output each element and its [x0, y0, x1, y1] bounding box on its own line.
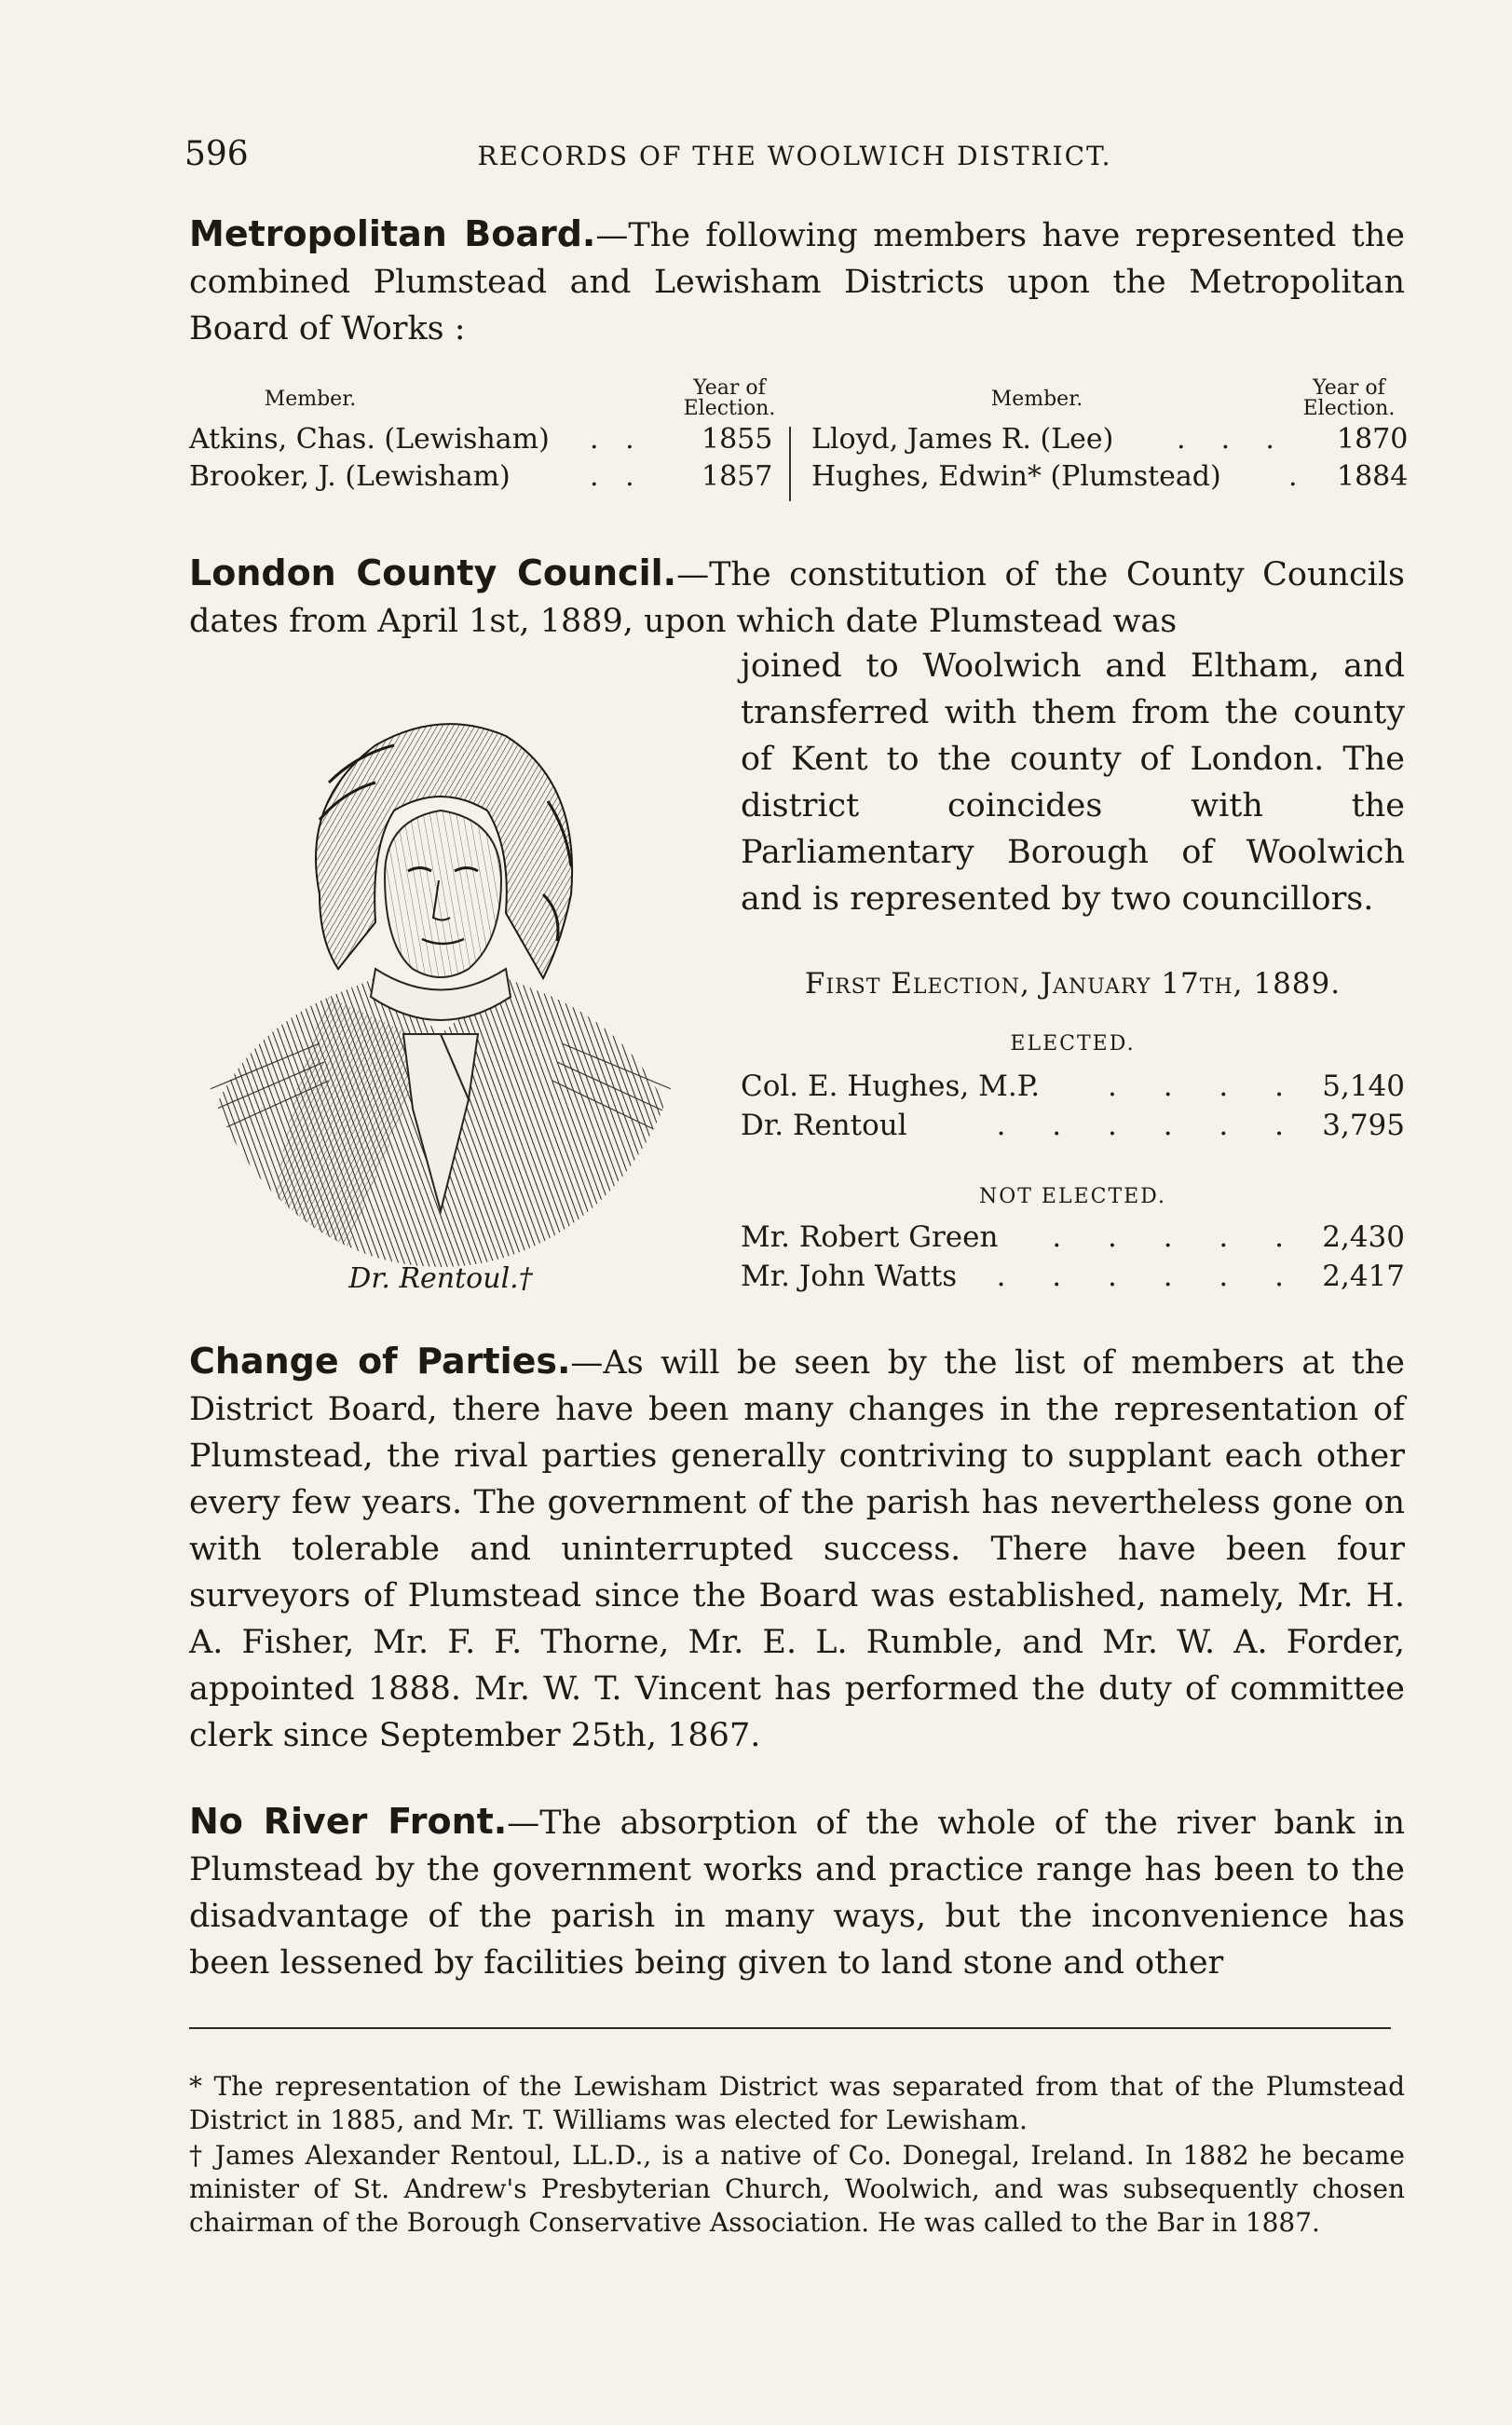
no-river-front-heading: No River Front.	[189, 1801, 508, 1842]
portrait-engraving	[189, 689, 692, 1267]
member-name: Hughes, Edwin* (Plumstead)	[811, 460, 1221, 493]
metropolitan-board-text: —The following members have represented the combined Plumstead and Lewisham Districts upon the Metropolitan Board of Works :	[189, 217, 1405, 347]
candidate-name: Col. E. Hughes, M.P.	[741, 1069, 1041, 1103]
candidate-name: Mr. John Watts	[741, 1260, 958, 1293]
list-item: Dr. Rentoul . . . . . . 3,795	[741, 1109, 1405, 1142]
change-of-parties-text: —As will be seen by the list of members at the District Board, there have been many changes in the representation of Plumstead, the rival parties generally contriving to supplant each other every few years. The government of the parish has nevertheless gone on with tolerable and uninterrupted success. There have been four surveyors of Plumstead since the Board was established, namely, Mr. H. A. Fisher, Mr. F. F. Thorne, Mr. E. L. Rumble, and Mr. W. A. Forder, appointed 1888. Mr. W. T. Vincent has performed the duty of committee clerk since September 25th, 1867.	[189, 1344, 1405, 1754]
member-name: Lloyd, James R. (Lee)	[811, 423, 1114, 456]
lcc-text-wrapped: joined to Woolwich and Eltham, and transferred with them from the county of Kent to the county of London. The district coincides with the Parliamentary Borough of Woolwich and is represented by two councillors.	[741, 647, 1405, 918]
no-river-front-text: —The absorption of the whole of the river bank in Plumstead by the government works and practice range has been to the disadvantage of the parish in many ways, but the inconvenience has been lessened by facilities being given to land stone and other	[189, 1805, 1406, 1982]
table-row: Brooker, J. (Lewisham) . . 1857 Hughes, Edwin* (Plumstead) . 1884	[189, 458, 1405, 496]
footnote-rule	[189, 2027, 1391, 2029]
candidate-votes: 2,417	[1322, 1260, 1405, 1293]
header-year-right: Year of Election.	[1302, 376, 1396, 420]
list-item: Mr. John Watts . . . . . . 2,417	[741, 1260, 1405, 1293]
list-item: Mr. Robert Green . . . . . 2,430	[741, 1220, 1405, 1254]
member-year: 1857	[702, 460, 773, 493]
metropolitan-board-heading: Metropolitan Board.	[189, 213, 596, 254]
member-year: 1884	[1337, 460, 1409, 493]
no-river-front-paragraph	[189, 1798, 1405, 1986]
lcc-text-line1: —The constitution of the County Councils dates from April 1st, 1889, upon which date Plumstead was	[189, 556, 1405, 640]
candidate-votes: 3,795	[1322, 1109, 1405, 1142]
candidate-votes: 2,430	[1322, 1220, 1405, 1254]
not-elected-label: NOT ELECTED.	[978, 1185, 1167, 1208]
header-member-right: Member.	[990, 388, 1083, 411]
member-year: 1870	[1337, 423, 1409, 456]
footnote-1: * The representation of the Lewisham District was separated from that of the Plumstead District in 1885, and Mr. T. Williams was elected for Lewisham.	[189, 2071, 1405, 2135]
list-item: Col. E. Hughes, M.P. . . . . 5,140	[741, 1069, 1405, 1103]
member-name: Atkins, Chas. (Lewisham)	[189, 423, 550, 456]
header-member-left: Member.	[264, 388, 357, 411]
header-year-left: Year of Election.	[683, 376, 776, 420]
page-number: 596	[184, 135, 249, 173]
change-of-parties-heading: Change of Parties.	[189, 1341, 571, 1382]
candidate-name: Dr. Rentoul	[741, 1109, 907, 1142]
footnote-2: † James Alexander Rentoul, LL.D., is a native of Co. Donegal, Ireland. In 1882 he became minister of St. Andrew's Presbyterian Church, Woolwich, and was subsequently chosen chairman of the Borough Conservative Association. He was called to the Bar in 1887.	[189, 2140, 1405, 2238]
elected-label: ELECTED.	[1010, 1032, 1136, 1056]
table-row: Atkins, Chas. (Lewisham) . . 1855 Lloyd, James R. (Lee) . . . 1870	[189, 421, 1405, 458]
lcc-heading: London County Council.	[189, 552, 677, 593]
change-of-parties-paragraph	[189, 1338, 1405, 1759]
election-title: First Election, January 17th, 1889.	[804, 967, 1342, 1001]
candidate-name: Mr. Robert Green	[741, 1220, 999, 1254]
candidate-votes: 5,140	[1322, 1069, 1405, 1103]
member-year: 1855	[702, 423, 773, 456]
member-name: Brooker, J. (Lewisham)	[189, 460, 511, 493]
election-results	[741, 0, 1405, 1304]
running-title: RECORDS OF THE WOOLWICH DISTRICT.	[477, 141, 1112, 171]
portrait-caption: Dr. Rentoul.†	[348, 1262, 533, 1295]
